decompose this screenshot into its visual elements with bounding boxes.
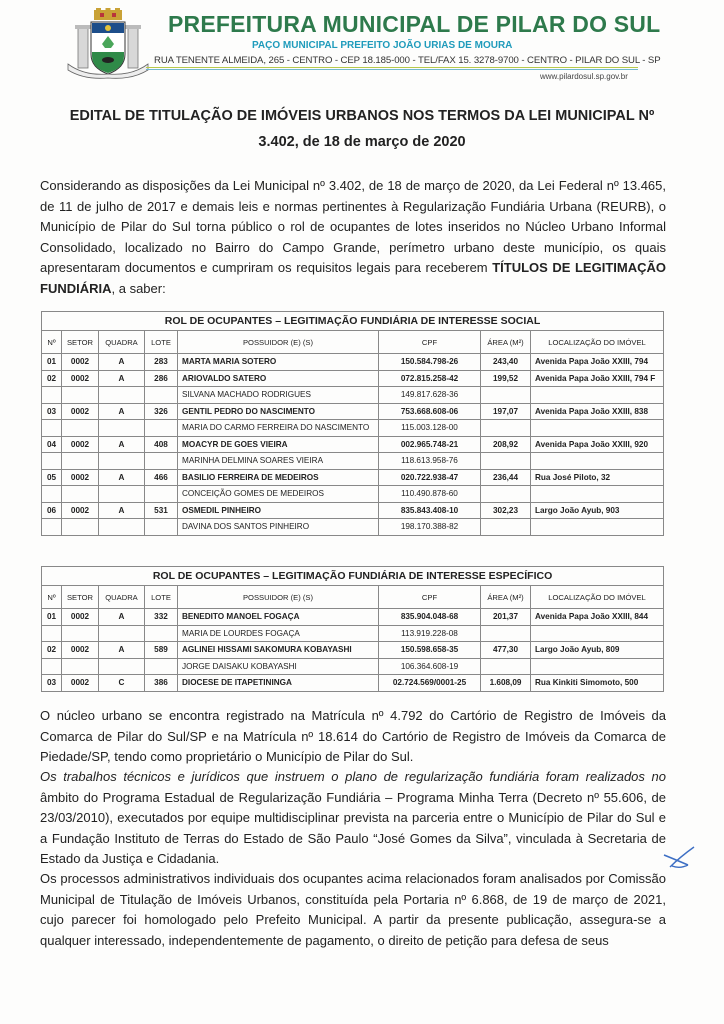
address-line: RUA TENENTE ALMEIDA, 265 - CENTRO - CEP 18.185-000 - TEL/FAX 15. 3278-9700 - CENTRO - PILAR DO SUL - SP xyxy=(154,55,661,66)
cell-number xyxy=(42,658,62,675)
cell-number: 04 xyxy=(42,436,62,453)
cell-possuidor: MARTA MARIA SOTERO xyxy=(178,354,379,371)
cell-setor: 0002 xyxy=(62,675,99,692)
cell-cpf: 753.668.608-06 xyxy=(379,403,481,420)
cell-quadra xyxy=(99,387,145,404)
cell-quadra xyxy=(99,453,145,470)
intro-text: Considerando as disposições da Lei Municipal nº 3.402, de 18 de março de 2020, da Lei Federal nº 13.465, de 11 de julho de 2017 e demais leis e normas pertinentes à Regularização Fundiária Urbana (REURB), o Município de Pilar do Sul torna público o rol de ocupantes de lotes inseridos no Núcleo Urbano Informal Consolidado, localizado no Bairro do Campo Grande, perímetro urbano deste município, os quais apresentaram documentos e cumpriram os requisitos legais para receberem xyxy=(40,178,666,275)
intro-tail: , a saber: xyxy=(111,280,166,296)
cell-area xyxy=(481,420,531,437)
cell-cpf: 020.722.938-47 xyxy=(379,469,481,486)
cell-quadra: A xyxy=(99,370,145,387)
intro-bold-text: TÍTULOS DE LEGITIMAÇÃO FUNDIÁRIA xyxy=(40,260,666,296)
cell-cpf: 110.490.878-60 xyxy=(379,486,481,503)
table-row xyxy=(42,436,664,453)
cell-number: 03 xyxy=(42,675,62,692)
document-title xyxy=(40,103,684,155)
table-row xyxy=(42,609,664,626)
table-row xyxy=(42,469,664,486)
cell-number xyxy=(42,420,62,437)
cell-possuidor: MARIA DE LOURDES FOGAÇA xyxy=(178,625,379,642)
cell-area: 197,07 xyxy=(481,403,531,420)
document-title-line-1: EDITAL DE TITULAÇÃO DE IMÓVEIS URBANOS NOS TERMOS DA LEI MUNICIPAL Nº xyxy=(69,108,655,124)
cell-possuidor: BASILIO FERREIRA DE MEDEIROS xyxy=(178,469,379,486)
cell-possuidor: BENEDITO MANOEL FOGAÇA xyxy=(178,609,379,626)
table-row xyxy=(42,658,664,675)
table-row xyxy=(42,453,664,470)
cell-localizacao xyxy=(531,625,664,642)
cell-number xyxy=(42,453,62,470)
technical-works-italic: Os trabalhos técnicos e jurídicos que instruem o plano de regularização fundiária foram realizados no xyxy=(40,769,666,784)
cell-number: 02 xyxy=(42,642,62,659)
cell-area: 243,40 xyxy=(481,354,531,371)
cell-localizacao: Largo João Ayub, 809 xyxy=(531,642,664,659)
cell-lote xyxy=(145,658,178,675)
cell-setor: 0002 xyxy=(62,502,99,519)
cell-quadra xyxy=(99,625,145,642)
cell-area: 201,37 xyxy=(481,609,531,626)
cell-localizacao: Rua José Piloto, 32 xyxy=(531,469,664,486)
cell-lote xyxy=(145,453,178,470)
cell-localizacao xyxy=(531,658,664,675)
cell-quadra: A xyxy=(99,436,145,453)
cell-possuidor: MARINHA DELMINA SOARES VIEIRA xyxy=(178,453,379,470)
cell-area xyxy=(481,658,531,675)
intro-paragraph xyxy=(40,176,666,299)
cell-lote: 531 xyxy=(145,502,178,519)
specific-interest-table xyxy=(41,566,664,692)
table-row xyxy=(42,675,664,692)
cell-setor xyxy=(62,625,99,642)
cell-quadra xyxy=(99,658,145,675)
cell-localizacao: Avenida Papa João XXIII, 838 xyxy=(531,403,664,420)
table-caption: ROL DE OCUPANTES – LEGITIMAÇÃO FUNDIÁRIA DE INTERESSE SOCIAL xyxy=(42,312,664,331)
municipality-title: PREFEITURA MUNICIPAL DE PILAR DO SUL xyxy=(168,11,661,37)
technical-works-paragraph xyxy=(40,767,666,870)
column-header-area: ÁREA (M²) xyxy=(481,586,531,609)
cell-number xyxy=(42,625,62,642)
table-header-row xyxy=(42,331,664,354)
column-header-localizacao: LOCALIZAÇÃO DO IMÓVEL xyxy=(531,586,664,609)
cell-possuidor: DAVINA DOS SANTOS PINHEIRO xyxy=(178,519,379,536)
cell-localizacao xyxy=(531,453,664,470)
cell-lote: 326 xyxy=(145,403,178,420)
cell-cpf: 150.598.658-35 xyxy=(379,642,481,659)
cell-quadra: C xyxy=(99,675,145,692)
column-header-cpf: CPF xyxy=(379,586,481,609)
cell-localizacao: Avenida Papa João XXIII, 920 xyxy=(531,436,664,453)
cell-area xyxy=(481,453,531,470)
cell-possuidor: MOACYR DE GOES VIEIRA xyxy=(178,436,379,453)
header-rule-green xyxy=(146,67,638,68)
cell-setor xyxy=(62,486,99,503)
cell-number xyxy=(42,387,62,404)
cell-area: 236,44 xyxy=(481,469,531,486)
registry-paragraph: O núcleo urbano se encontra registrado na Matrícula nº 4.792 do Cartório de Registro de Imóveis da Comarca de Pilar do Sul/SP e na Matrícula nº 18.614 do Cartório de Registro de Imóveis da Comarca de Piedade/SP, tendo como proprietário o Município de Pilar do Sul. xyxy=(40,708,666,764)
letterhead xyxy=(0,0,724,90)
column-header-number: Nº xyxy=(42,331,62,354)
cell-area xyxy=(481,625,531,642)
table-row xyxy=(42,486,664,503)
cell-area: 199,52 xyxy=(481,370,531,387)
cell-area xyxy=(481,486,531,503)
cell-lote: 283 xyxy=(145,354,178,371)
cell-quadra: A xyxy=(99,502,145,519)
cell-localizacao xyxy=(531,519,664,536)
cell-area: 302,23 xyxy=(481,502,531,519)
cell-possuidor: ARIOVALDO SATERO xyxy=(178,370,379,387)
cell-number: 01 xyxy=(42,354,62,371)
cell-cpf: 835.904.048-68 xyxy=(379,609,481,626)
cell-lote: 589 xyxy=(145,642,178,659)
cell-quadra: A xyxy=(99,642,145,659)
municipal-hall-subtitle: PAÇO MUNICIPAL PREFEITO JOÃO URIAS DE MOURA xyxy=(252,40,513,51)
cell-setor: 0002 xyxy=(62,469,99,486)
column-header-quadra: QUADRA xyxy=(99,586,145,609)
cell-setor: 0002 xyxy=(62,609,99,626)
cell-quadra: A xyxy=(99,469,145,486)
table-row xyxy=(42,420,664,437)
table-row xyxy=(42,519,664,536)
cell-quadra: A xyxy=(99,403,145,420)
column-header-lote: LOTE xyxy=(145,331,178,354)
cell-possuidor: GENTIL PEDRO DO NASCIMENTO xyxy=(178,403,379,420)
column-header-possuidor: POSSUIDOR (E) (S) xyxy=(178,331,379,354)
table-caption: ROL DE OCUPANTES – LEGITIMAÇÃO FUNDIÁRIA DE INTERESSE ESPECÍFICO xyxy=(42,567,664,586)
cell-setor: 0002 xyxy=(62,642,99,659)
cell-lote xyxy=(145,420,178,437)
cell-setor: 0002 xyxy=(62,403,99,420)
cell-setor xyxy=(62,658,99,675)
cell-cpf: 106.364.608-19 xyxy=(379,658,481,675)
cell-number xyxy=(42,519,62,536)
cell-localizacao xyxy=(531,420,664,437)
cell-number: 01 xyxy=(42,609,62,626)
cell-quadra: A xyxy=(99,354,145,371)
cell-quadra xyxy=(99,486,145,503)
column-header-possuidor: POSSUIDOR (E) (S) xyxy=(178,586,379,609)
cell-cpf: 115.003.128-00 xyxy=(379,420,481,437)
cell-localizacao: Avenida Papa João XXIII, 844 xyxy=(531,609,664,626)
cell-setor xyxy=(62,453,99,470)
cell-setor xyxy=(62,519,99,536)
cell-cpf: 835.843.408-10 xyxy=(379,502,481,519)
cell-possuidor: OSMEDIL PINHEIRO xyxy=(178,502,379,519)
handwritten-check-mark-icon xyxy=(660,845,696,873)
cell-cpf: 02.724.569/0001-25 xyxy=(379,675,481,692)
cell-setor xyxy=(62,420,99,437)
table-row xyxy=(42,403,664,420)
cell-number xyxy=(42,486,62,503)
cell-lote: 286 xyxy=(145,370,178,387)
cell-possuidor: DIOCESE DE ITAPETININGA xyxy=(178,675,379,692)
cell-setor: 0002 xyxy=(62,436,99,453)
document-title-line-2: 3.402, de 18 de março de 2020 xyxy=(258,134,466,150)
municipal-coat-of-arms-icon xyxy=(64,8,152,80)
table-row xyxy=(42,370,664,387)
cell-localizacao: Avenida Papa João XXIII, 794 xyxy=(531,354,664,371)
social-interest-table xyxy=(41,311,664,536)
cell-number: 06 xyxy=(42,502,62,519)
column-header-quadra: QUADRA xyxy=(99,331,145,354)
cell-area: 1.608,09 xyxy=(481,675,531,692)
cell-lote xyxy=(145,387,178,404)
cell-localizacao: Rua Kinkiti Simomoto, 500 xyxy=(531,675,664,692)
cell-lote xyxy=(145,519,178,536)
cell-lote: 386 xyxy=(145,675,178,692)
column-header-lote: LOTE xyxy=(145,586,178,609)
cell-lote xyxy=(145,486,178,503)
cell-quadra xyxy=(99,519,145,536)
cell-quadra: A xyxy=(99,609,145,626)
cell-localizacao: Largo João Ayub, 903 xyxy=(531,502,664,519)
column-header-setor: SETOR xyxy=(62,586,99,609)
cell-area xyxy=(481,519,531,536)
column-header-localizacao: LOCALIZAÇÃO DO IMÓVEL xyxy=(531,331,664,354)
cell-setor: 0002 xyxy=(62,370,99,387)
cell-cpf: 072.815.258-42 xyxy=(379,370,481,387)
cell-lote: 332 xyxy=(145,609,178,626)
cell-lote xyxy=(145,625,178,642)
table-header-row xyxy=(42,586,664,609)
cell-possuidor: CONCEIÇÃO GOMES DE MEDEIROS xyxy=(178,486,379,503)
cell-area: 477,30 xyxy=(481,642,531,659)
cell-cpf: 150.584.798-26 xyxy=(379,354,481,371)
cell-quadra xyxy=(99,420,145,437)
column-header-cpf: CPF xyxy=(379,331,481,354)
table-row xyxy=(42,502,664,519)
column-header-number: Nº xyxy=(42,586,62,609)
cell-lote: 466 xyxy=(145,469,178,486)
column-header-area: ÁREA (M²) xyxy=(481,331,531,354)
cell-possuidor: JORGE DAISAKU KOBAYASHI xyxy=(178,658,379,675)
administrative-process-paragraph: Os processos administrativos individuais dos ocupantes acima relacionados foram analisados por Comissão Municipal de Titulação de Imóveis Urbanos, constituída pela Portaria nº 6.868, de 19 de março de 2021, cujo parecer foi homologado pelo Prefeito Municipal. A partir da presente publicação, assegura-se a qualquer interessado, independentemente de pagamento, o direito de petição para defesa de seus xyxy=(40,871,666,948)
cell-area: 208,92 xyxy=(481,436,531,453)
header-rule-blue xyxy=(146,69,638,70)
table-row xyxy=(42,387,664,404)
cell-number: 02 xyxy=(42,370,62,387)
cell-number: 05 xyxy=(42,469,62,486)
cell-possuidor: SILVANA MACHADO RODRIGUES xyxy=(178,387,379,404)
cell-lote: 408 xyxy=(145,436,178,453)
cell-area xyxy=(481,387,531,404)
table-row xyxy=(42,642,664,659)
cell-localizacao xyxy=(531,387,664,404)
cell-possuidor: MARIA DO CARMO FERREIRA DO NASCIMENTO xyxy=(178,420,379,437)
cell-number: 03 xyxy=(42,403,62,420)
cell-cpf: 113.919.228-08 xyxy=(379,625,481,642)
cell-cpf: 118.613.958-76 xyxy=(379,453,481,470)
cell-cpf: 149.817.628-36 xyxy=(379,387,481,404)
cell-possuidor: AGLINEI HISSAMI SAKOMURA KOBAYASHI xyxy=(178,642,379,659)
cell-localizacao: Avenida Papa João XXIII, 794 F xyxy=(531,370,664,387)
cell-setor: 0002 xyxy=(62,354,99,371)
cell-cpf: 002.965.748-21 xyxy=(379,436,481,453)
cell-cpf: 198.170.388-82 xyxy=(379,519,481,536)
website-link[interactable]: www.pilardosul.sp.gov.br xyxy=(540,72,628,81)
cell-setor xyxy=(62,387,99,404)
technical-works-text: âmbito do Programa Estadual de Regularização Fundiária – Programa Minha Terra (Decreto nº 55.606, de 23/03/2010), executados por equipe multidisciplinar prevista na parceria entre o Município de Pilar do Sul e a Fundação Instituto de Terras do Estado de São Paulo “José Gomes da Silva”, vinculada à Secretaria de Estado da Justiça e Cidadania. xyxy=(40,789,666,866)
cell-localizacao xyxy=(531,486,664,503)
column-header-setor: SETOR xyxy=(62,331,99,354)
table-row xyxy=(42,354,664,371)
table-row xyxy=(42,625,664,642)
